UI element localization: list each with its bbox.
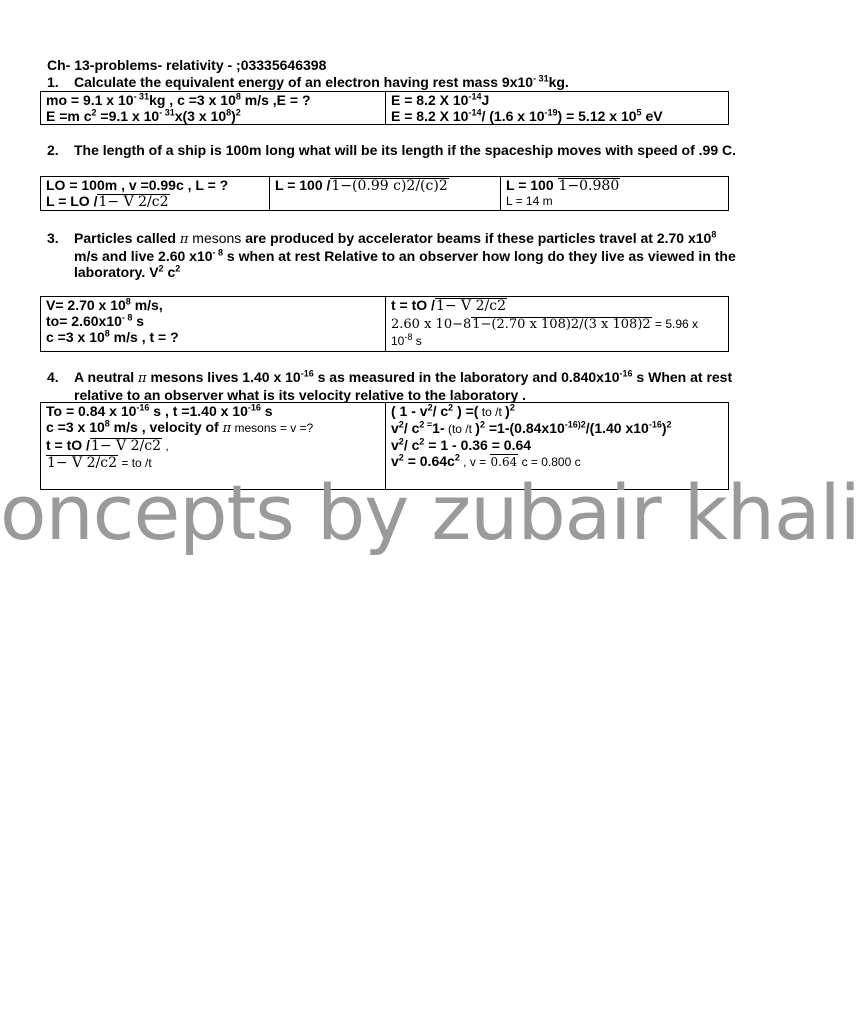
solution-result-cell: t = tO /1− V 2/c2 2.60 x 10−81−(2.70 x 108)2/(3 x 108)2 = 5.96 x $10^{-8}$ s xyxy=(386,297,729,352)
solution-given-cell: V= 2.70 x $10^8$ m/s, $to= 2.60x10^{- 8}$ s c =3 x $10^8$ m/s , t = ? xyxy=(41,297,386,352)
question-number: 2. xyxy=(47,142,59,158)
question-4 xyxy=(47,369,737,403)
question-number: 4. xyxy=(47,369,59,385)
solution-given-cell: To = 0.84 x $10^{-16}$ s , t =1.40 x $10^{-16}$ s c =3 x $10^8$ m/s , velocity of π mesons = v =? t = tO /1− V 2/c2 , 1− V 2/c2 = to /t xyxy=(41,403,386,490)
pi-symbol: π xyxy=(138,371,147,386)
solution-table-1 xyxy=(40,91,729,125)
pi-symbol: π xyxy=(179,232,189,247)
sqrt-expression: 0.64 xyxy=(490,455,518,469)
page-header: Ch- 13-problems- relativity - ;03335646398 xyxy=(47,57,327,73)
solution-given-cell: LO = 100m , v =0.99c , L = ? L = LO /1− V 2/c2 xyxy=(41,177,270,211)
question-text: Particles called π mesons are produced by accelerator beams if these particles travel at 2.70 $x10^8$ m/s and live 2.60 $x10^{- 8}$ s when at rest Relative to an observer how long do they live as viewed in the laboratory. $V^2$ $c^2$ xyxy=(74,229,736,280)
question-2 xyxy=(47,142,737,158)
sqrt-expression: 1−0.980 xyxy=(558,178,620,194)
question-text: A neutral π mesons lives 1.40 x $10^{-16}$ s as measured in the laboratory and $0.840x10^{-16}$ s When at rest relative to an observer what is its velocity relative to the laboratory . xyxy=(74,368,733,403)
solution-result-cell: E = 8.2 X $10^{-14}J$ E = 8.2 X $10^{-14}/$ (1.6 x $10^{-19}) = 5.12$ x $10^5$ eV xyxy=(386,92,729,125)
question-3 xyxy=(47,230,737,280)
solution-result-cell: ( $1 - v^2/$ $c^2$ ) =( to /t )$^2$ $v^2/$ $c^{2 =}1-$ (to /t )$^2 =1-(0.84x10^{-16)2}/(1.40$ $x10^{-16})^2$ $v^2/$ $c^2 = 1 - 0.36 = 0.64$ $v^2 = 0.64c^2$ , v = 0.64 c = 0.800 c xyxy=(386,403,729,490)
solution-table-2 xyxy=(40,176,729,211)
sqrt-expression: 1− V 2/c2 xyxy=(47,455,118,471)
sqrt-expression: 1− V 2/c2 xyxy=(90,438,161,454)
question-text: Calculate the equivalent energy of an electron having rest mass $9x10^{- 31}kg$. xyxy=(74,73,569,90)
pi-symbol: π xyxy=(222,421,232,436)
question-number: 1. xyxy=(47,74,59,90)
sqrt-expression: 1−(2.70 x 108)2/(3 x 108)2 xyxy=(472,317,651,332)
solution-given-cell: mo = 9.1 x $10^{- 31}kg$ , c =3 x $10^8$ m/s ,E = ? E =m $c^2 =9.1$ x $10^{- 31}x(3$ x $10^8)^2$ xyxy=(41,92,386,125)
solution-result-cell: L = 100 1−0.980 L = 14 m xyxy=(501,177,729,211)
solution-step-cell: L = 100 /1−(0.99 c)2/(c)2 xyxy=(270,177,501,211)
sqrt-expression: 1−(0.99 c)2/(c)2 xyxy=(331,178,448,194)
sqrt-expression: 1− V 2/c2 xyxy=(98,194,169,210)
question-1 xyxy=(47,74,737,90)
watermark-text: oncepts by zubair khali xyxy=(0,468,860,557)
question-number: 3. xyxy=(47,230,59,246)
sqrt-expression: 1− V 2/c2 xyxy=(435,298,506,314)
question-text: The length of a ship is 100m long what will be its length if the spaceship moves with speed of .99 C. xyxy=(74,142,737,158)
solution-table-3 xyxy=(40,296,729,352)
